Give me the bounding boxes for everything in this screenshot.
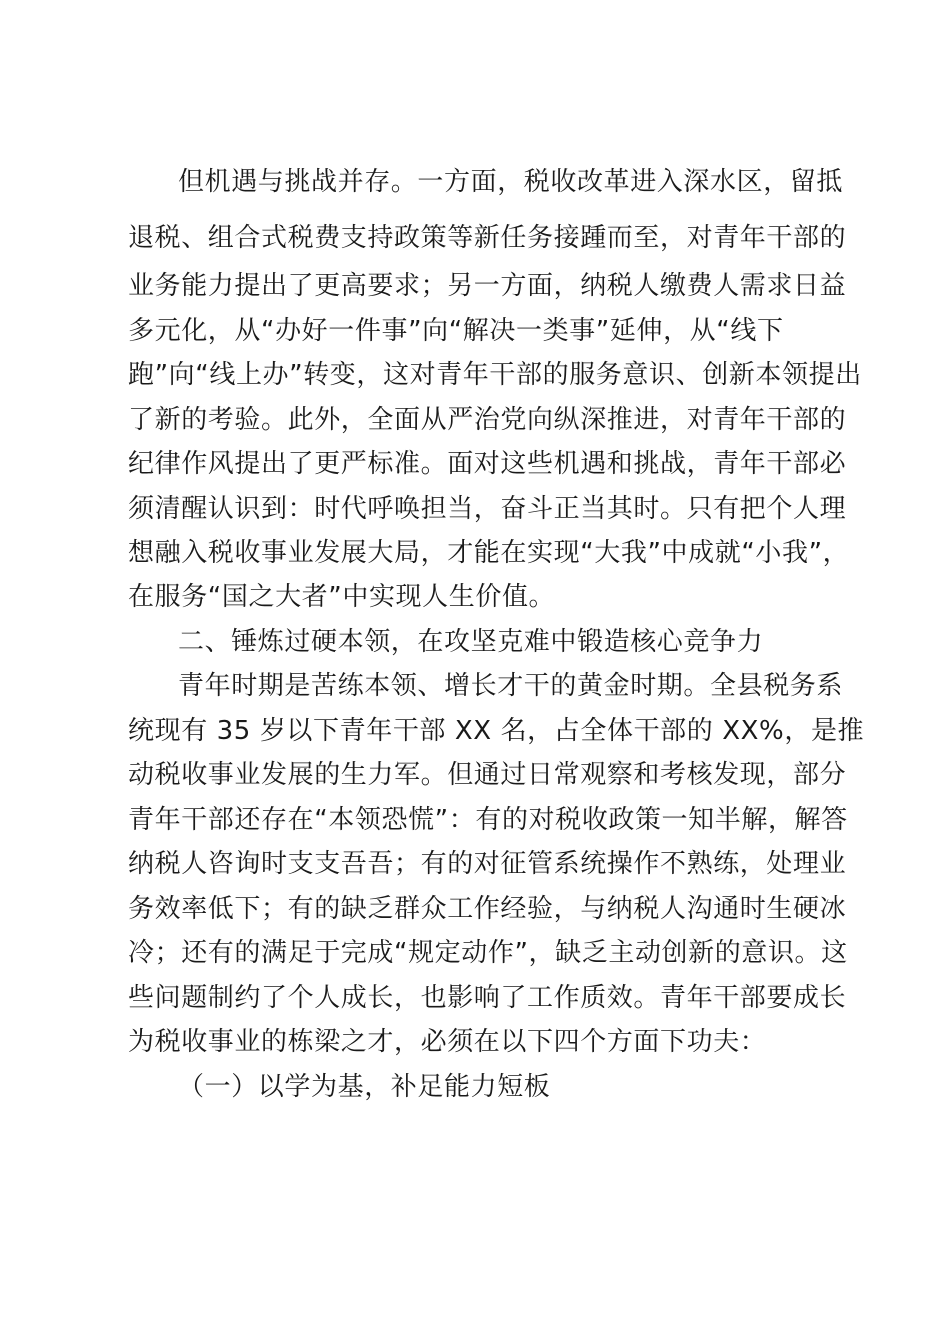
paragraph-line: 青年干部还存在“本领恐慌”：有的对税收政策一知半解，解答 bbox=[128, 805, 848, 835]
paragraph-line: 在服务“国之大者”中实现人生价值。 bbox=[128, 582, 556, 612]
paragraph-line: 青年时期是苦练本领、增长才干的黄金时期。全县税务系 bbox=[178, 671, 844, 701]
paragraph-line: 跑”向“线上办”转变，这对青年干部的服务意识、创新本领提出 bbox=[128, 360, 862, 390]
paragraph-line: 想融入税收事业发展大局，才能在实现“大我”中成就“小我”， bbox=[128, 538, 850, 568]
paragraph-line: 为税收事业的栋梁之才，必须在以下四个方面下功夫： bbox=[128, 1027, 767, 1057]
paragraph-line: 冷；还有的满足于完成“规定动作”，缺乏主动创新的意识。这 bbox=[128, 938, 848, 968]
paragraph-line: 了新的考验。此外，全面从严治党向纵深推进，对青年干部的 bbox=[128, 405, 847, 435]
paragraph-line: 务效率低下；有的缺乏群众工作经验，与纳税人沟通时生硬冰 bbox=[128, 894, 847, 924]
paragraph-line: 些问题制约了个人成长，也影响了工作质效。青年干部要成长 bbox=[128, 983, 847, 1013]
paragraph-line: 统现有 35 岁以下青年干部 XX 名，占全体干部的 XX%，是推 bbox=[128, 716, 865, 746]
paragraph-line: 退税、组合式税费支持政策等新任务接踵而至，对青年干部的 bbox=[128, 223, 847, 253]
paragraph-line: 纳税人咨询时支支吾吾；有的对征管系统操作不熟练，处理业 bbox=[128, 849, 847, 879]
paragraph-line: 须清醒认识到：时代呼唤担当，奋斗正当其时。只有把个人理 bbox=[128, 494, 847, 524]
paragraph-line: 但机遇与挑战并存。一方面，税收改革进入深水区，留抵 bbox=[178, 167, 844, 197]
paragraph-line: 业务能力提出了更高要求；另一方面，纳税人缴费人需求日益 bbox=[128, 271, 847, 301]
paragraph-line: 多元化，从“办好一件事”向“解决一类事”延伸，从“线下 bbox=[128, 316, 784, 346]
paragraph-line: 纪律作风提出了更严标准。面对这些机遇和挑战，青年干部必 bbox=[128, 449, 847, 479]
paragraph-line: 动税收事业发展的生力军。但通过日常观察和考核发现，部分 bbox=[128, 760, 847, 790]
subsection-heading: （一）以学为基，补足能力短板 bbox=[178, 1072, 551, 1102]
section-heading: 二、锤炼过硬本领，在攻坚克难中锻造核心竞争力 bbox=[178, 627, 764, 657]
